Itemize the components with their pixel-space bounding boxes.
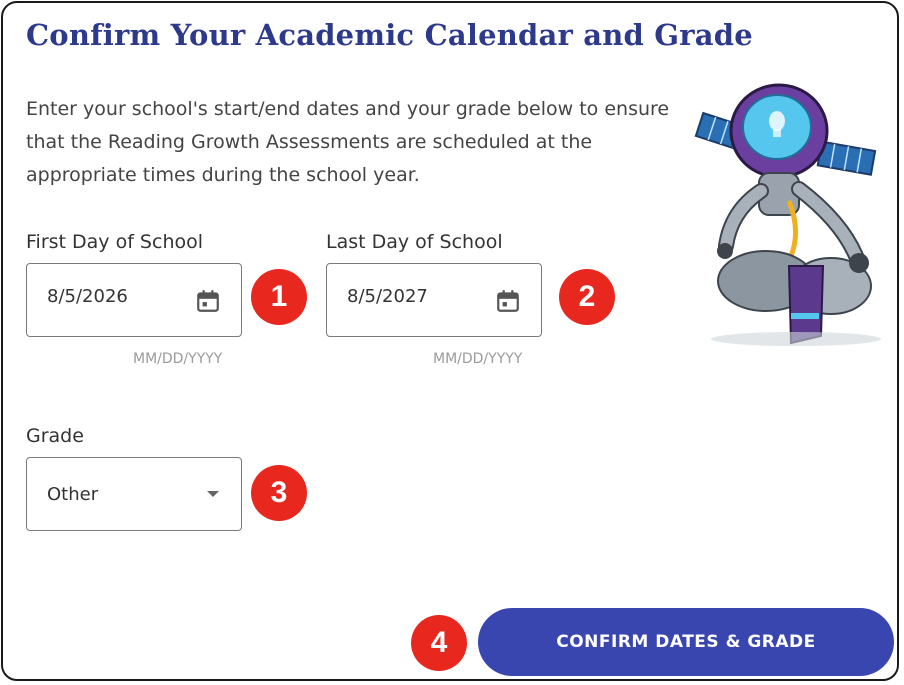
robot-illustration	[691, 81, 901, 353]
confirm-dates-grade-button[interactable]: CONFIRM DATES & GRADE	[478, 608, 894, 676]
grade-value: Other	[47, 484, 99, 505]
description-text: Enter your school's start/end dates and your grade below to ensure that the Reading Growth Assessments are scheduled at the appropriate times during the school year.	[26, 98, 670, 186]
last-day-value: 8/5/2027	[347, 286, 428, 307]
first-day-hint: MM/DD/YYYY	[133, 351, 223, 367]
step-marker-2: 2	[559, 269, 615, 325]
page-title: Confirm Your Academic Calendar and Grade	[26, 18, 753, 52]
last-day-label: Last Day of School	[326, 231, 503, 253]
step-marker-4: 4	[411, 615, 467, 671]
grade-label: Grade	[26, 425, 84, 447]
last-day-input[interactable]	[326, 263, 542, 337]
chevron-down-icon[interactable]	[207, 491, 219, 497]
dialog-card	[1, 1, 899, 681]
grade-select[interactable]	[26, 457, 242, 531]
step-marker-1: 1	[251, 269, 307, 325]
last-day-hint: MM/DD/YYYY	[433, 351, 523, 367]
calendar-icon[interactable]	[195, 288, 221, 314]
calendar-icon[interactable]	[495, 288, 521, 314]
first-day-input[interactable]	[26, 263, 242, 337]
first-day-value: 8/5/2026	[47, 286, 128, 307]
step-marker-3: 3	[251, 465, 307, 521]
first-day-label: First Day of School	[26, 231, 204, 253]
